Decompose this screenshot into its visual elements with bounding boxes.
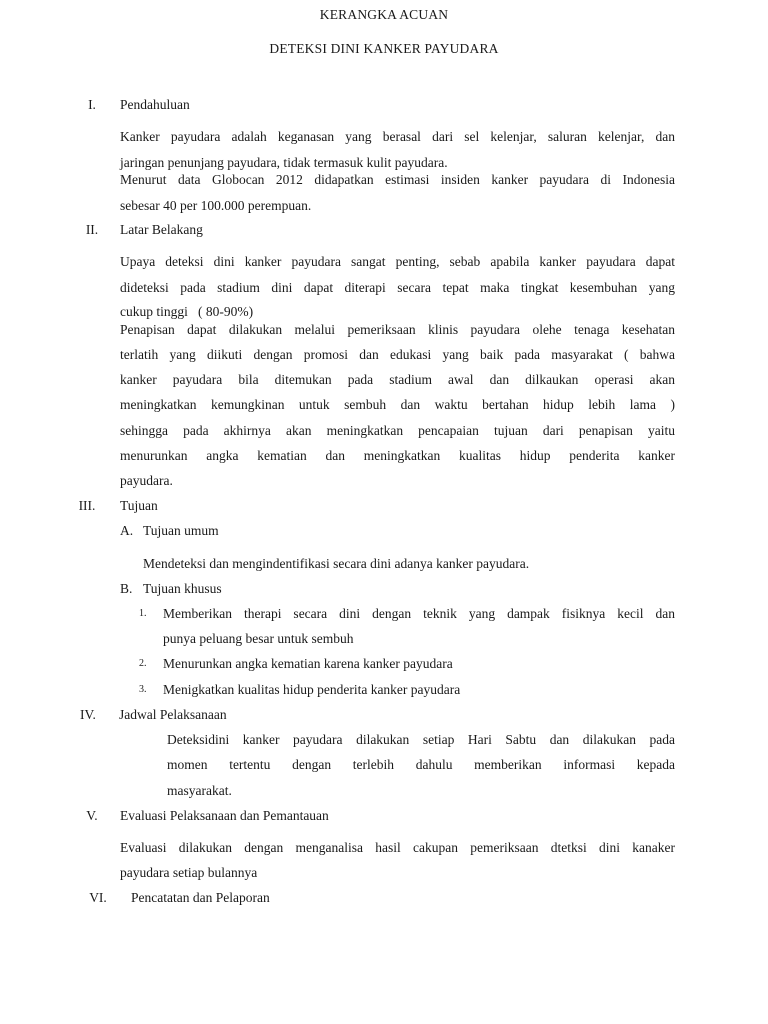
subsection-heading: Tujuan umum xyxy=(143,523,219,538)
document-subtitle: DETEKSI DINI KANKER PAYUDARA xyxy=(269,41,499,56)
section-number: III. xyxy=(78,498,96,513)
list-item-line: punya peluang besar untuk sembuh xyxy=(163,631,354,646)
section-heading: Pencatatan dan Pelaporan xyxy=(131,890,270,905)
paragraph-line: jaringan penunjang payudara, tidak termasuk kulit payudara. xyxy=(120,155,448,170)
paragraph-line: menurunkan angka kematian dan meningkatkan kualitas hidup penderita kanker xyxy=(120,448,675,463)
paragraph-line: dideteksi pada stadium dini dapat diterapi secara tepat maka tingkat kesembuhan yang xyxy=(120,280,675,295)
paragraph-line: Mendeteksi dan mengindentifikasi secara dini adanya kanker payudara. xyxy=(143,556,530,571)
paragraph-line: kanker payudara bila ditemukan pada stadium awal dan dilkaukan operasi akan xyxy=(120,372,675,387)
paragraph-line: meningkatkan kemungkinan untuk sembuh dan waktu bertahan hidup lebih lama ) xyxy=(120,397,675,412)
subsection-letter: B. xyxy=(120,581,133,596)
list-item-number: 2. xyxy=(139,658,147,669)
paragraph-line: payudara setiap bulannya xyxy=(120,865,258,880)
paragraph-line: cukup tinggi ( 80-90%) xyxy=(120,304,254,319)
paragraph-line: momen tertentu dengan terlebih dahulu memberikan informasi kepada xyxy=(167,757,675,772)
section-number: VI. xyxy=(89,890,107,905)
section-heading: Evaluasi Pelaksanaan dan Pemantauan xyxy=(120,808,329,823)
subsection-letter: A. xyxy=(120,523,134,538)
paragraph-line: Kanker payudara adalah keganasan yang berasal dari sel kelenjar, saluran kelenjar, dan xyxy=(120,129,675,144)
list-item-line: Menurunkan angka kematian karena kanker payudara xyxy=(163,656,453,671)
paragraph-line: masyarakat. xyxy=(167,783,232,798)
paragraph-line: Menurut data Globocan 2012 didapatkan estimasi insiden kanker payudara di Indonesia xyxy=(120,172,675,187)
paragraph-line: Deteksidini kanker payudara dilakukan setiap Hari Sabtu dan dilakukan pada xyxy=(167,732,675,747)
section-heading: Tujuan xyxy=(120,498,158,513)
list-item-line: Menigkatkan kualitas hidup penderita kanker payudara xyxy=(163,682,461,697)
paragraph-line: sebesar 40 per 100.000 perempuan. xyxy=(120,198,312,213)
section-number: II. xyxy=(85,222,99,237)
section-heading: Jadwal Pelaksanaan xyxy=(119,707,227,722)
paragraph-line: Upaya deteksi dini kanker payudara sangat penting, sebab apabila kanker payudara dapat xyxy=(120,254,675,269)
subsection-heading: Tujuan khusus xyxy=(143,581,222,596)
paragraph-line: Evaluasi dilakukan dengan menganalisa hasil cakupan pemeriksaan dtetksi dini kanaker xyxy=(120,840,675,855)
paragraph-line: sehingga pada akhirnya akan meningkatkan pencapaian tujuan dari penapisan yaitu xyxy=(120,423,675,438)
paragraph-line: payudara. xyxy=(120,473,173,488)
list-item-line: Memberikan therapi secara dini dengan teknik yang dampak fisiknya kecil dan xyxy=(163,606,675,621)
paragraph-line: Penapisan dapat dilakukan melalui pemeriksaan klinis payudara olehe tenaga kesehatan xyxy=(120,322,675,337)
section-number: I. xyxy=(88,97,96,112)
list-item-number: 1. xyxy=(139,608,147,619)
section-heading: Latar Belakang xyxy=(120,222,203,237)
section-number: V. xyxy=(86,808,98,823)
section-number: IV. xyxy=(80,707,96,722)
list-item-number: 3. xyxy=(139,684,147,695)
paragraph-line: terlatih yang diikuti dengan promosi dan edukasi yang baik pada masyarakat ( bahwa xyxy=(120,347,675,362)
document-title: KERANGKA ACUAN xyxy=(319,7,449,22)
section-heading: Pendahuluan xyxy=(120,97,190,112)
